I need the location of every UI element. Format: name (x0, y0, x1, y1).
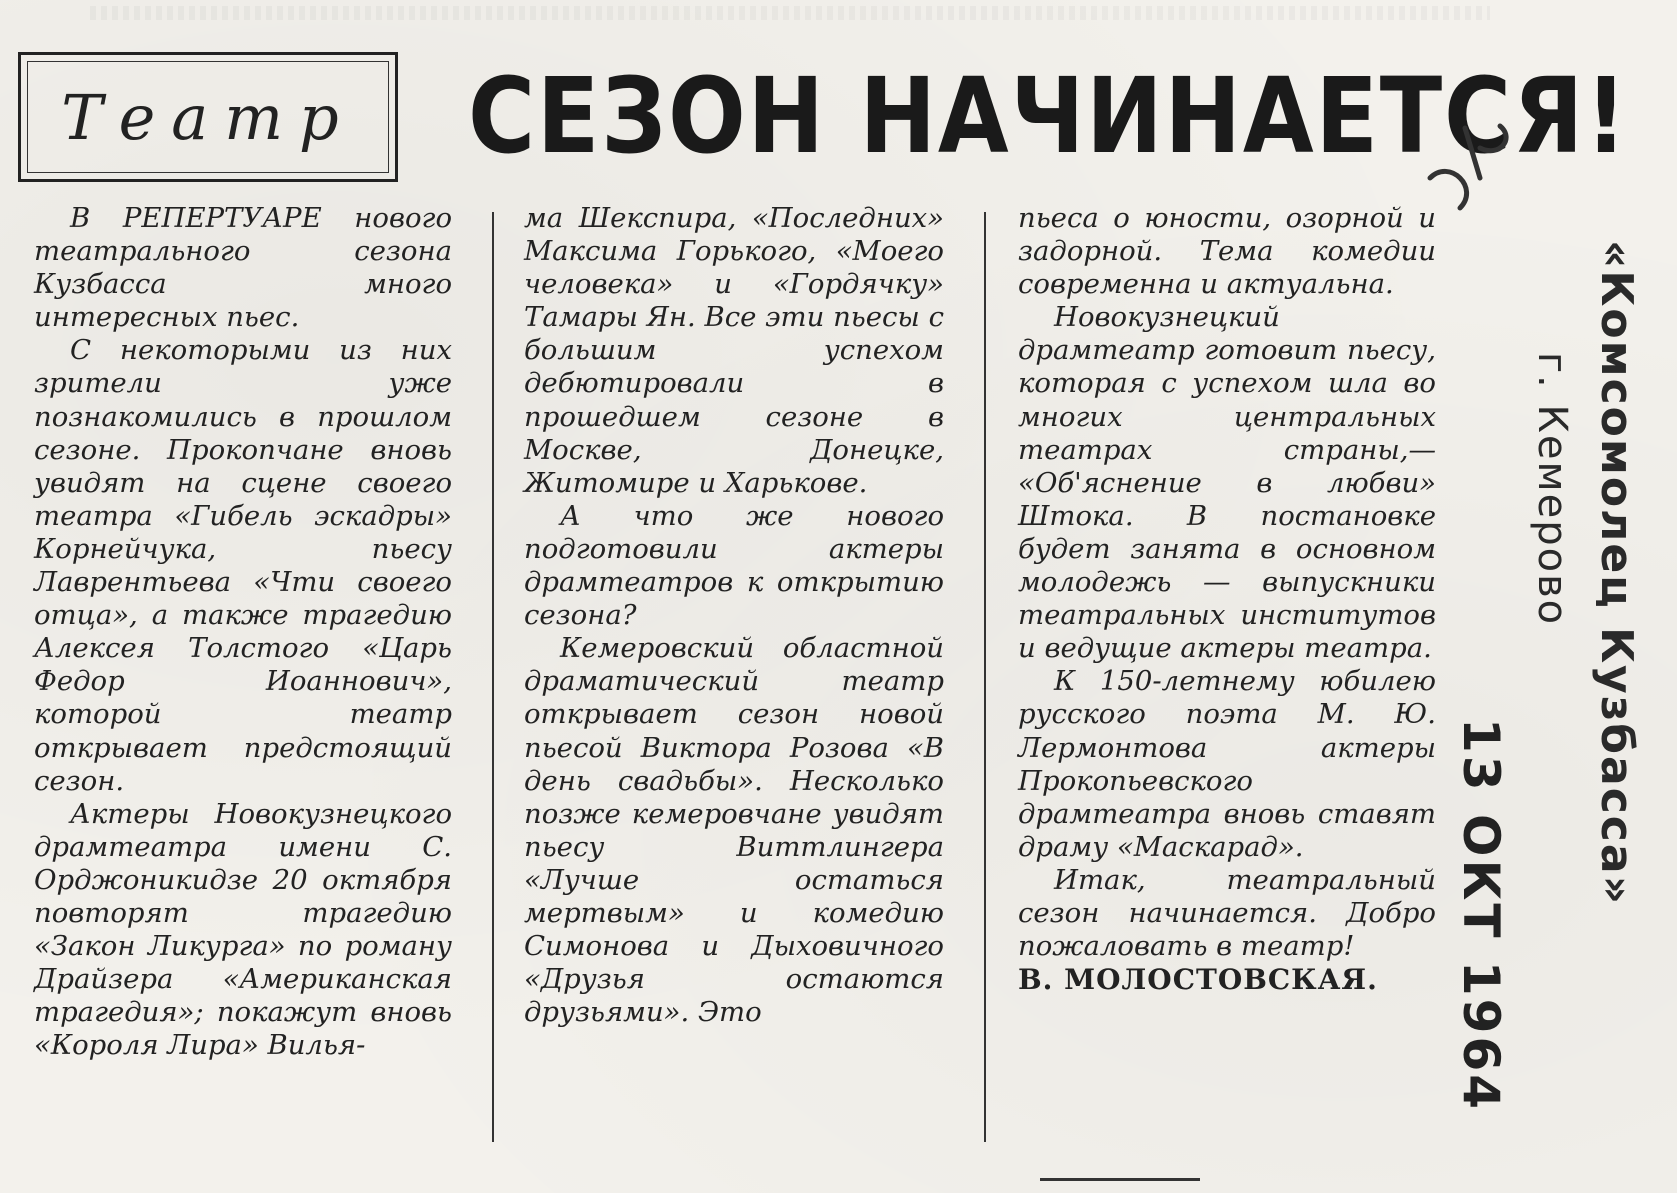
paragraph: Новокузнецкий драмтеатр готовит пьесу, которая с успехом шла во многих центральных театрах страны,— «Об'яснение в любви» Штока. В постановке будет занята в основном молодежь — выпускники театральных институтов и ведущие актеры театра. (1018, 301, 1436, 665)
paragraph: К 150-летнему юбилею русского поэта М. Ю. Лермонтова актеры Прокопьевского драмтеатра вновь ставят драму «Маскарад». (1018, 665, 1436, 863)
paragraph: А что же нового подготовили актеры драмтеатров к открытию сезона? (524, 499, 944, 632)
paragraph: ма Шекспира, «Последних» Максима Горького, «Моего человека» и «Гордячку» Тамары Ян. Все эти пьесы с большим успехом дебютировали в прошедшем сезоне в Москве, Донецке, Житомире и Харькове. (524, 202, 944, 499)
article-column-2 (524, 202, 944, 1029)
stamp-date: 13 ОКТ 1964 (1452, 718, 1510, 1113)
article-headline: СЕЗОН НАЧИНАЕТСЯ! (468, 55, 1629, 177)
paragraph: Актеры Новокузнецкого драмтеатра имени С. Орджоникидзе 20 октября повторят трагедию «Закон Ликурга» по роману Драйзера «Американская трагедия»; покажут вновь «Короля Лира» Вилья- (34, 797, 452, 1062)
author-signature: В. МОЛОСТОВСКАЯ. (1018, 963, 1378, 997)
bleed-through-text (90, 6, 1490, 20)
stamp-city: г. Кемерово (1529, 352, 1575, 627)
paragraph: Кемеровский областной драматический театр открывает сезон новой пьесой Виктора Розова «В день свадьбы». Несколько позже кемеровчане увидят пьесу Виттлингера «Лучше остаться мертвым» и комедию Симонова и Дыховичного «Друзья остаются друзьями». Это (524, 632, 944, 1029)
rubric-box (18, 52, 398, 182)
article-column-1 (34, 202, 452, 1062)
paragraph: В РЕПЕРТУАРЕ нового театрального сезона Кузбасса много интересных пьес. (34, 202, 452, 334)
article-column-3 (1018, 202, 1436, 996)
column-divider-1 (492, 212, 494, 1142)
stamp-newspaper-name: «Комсомолец Кузбасса» (1591, 240, 1642, 906)
paragraph: пьеса о юности, озорной и задорной. Тема комедии современна и актуальна. (1018, 202, 1436, 301)
column-divider-2 (984, 212, 986, 1142)
paragraph: Итак, театральный сезон начинается. Добро пожаловать в театр! (1018, 863, 1436, 963)
paragraph: С некоторыми из них зрители уже познакомились в прошлом сезоне. Прокопчане вновь увидят на сцене своего театра «Гибель эскадры» Корнейчука, пьесу Лаврентьева «Чти своего отца», а также трагедию Алексея Толстого «Царь Федор Иоаннович», которой театр открывает предстоящий сезон. (34, 334, 452, 797)
bottom-rule (1040, 1178, 1200, 1181)
rubric-label: Театр (61, 81, 355, 154)
